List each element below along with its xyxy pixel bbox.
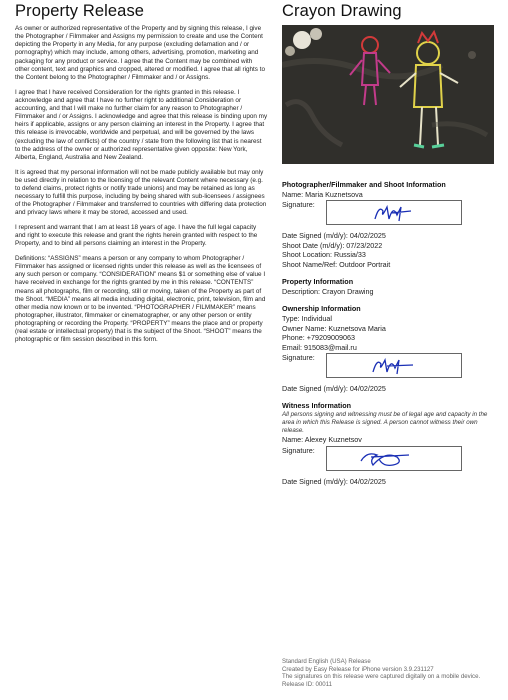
ownership-type: Type: Individual — [282, 314, 332, 324]
footer-line-release-id: Release ID: 00011 — [282, 680, 333, 688]
release-terms-column — [15, 2, 268, 351]
signature-label: Signature: — [282, 200, 315, 210]
release-paragraph-consideration: I agree that I have received Consideration for the rights granted in this release. I acknowledge and agree that I have no further right to additional Consideration or accounting, and that I will make no further claim for any reason to Photographer / Filmmaker and / or Assigns. I acknowledge and agree that this release is binding upon my heirs if applicable, assigns or any person claiming an interest in the Property. I agree that this release is irrevocable, worldwide and perpetual, and will be governed by the laws (excluding the law of conflicts) of the country / state from the following list that is nearest to the address of the owner or authorized representative given opposite: New York, Alberta, England, Australia and New Zealand. — [15, 88, 268, 161]
witness-note: All persons signing and witnessing must be of legal age and capacity in the area in which this Release is signed. A person cannot witness their own release. — [282, 411, 488, 435]
property-description: Description: Crayon Drawing — [282, 287, 374, 297]
shoot-date: Shoot Date (m/d/y): 07/23/2022 — [282, 240, 383, 250]
photographer-date-signed: Date Signed (m/d/y): 04/02/2025 — [282, 231, 386, 241]
release-details-column — [282, 2, 494, 486]
owner-date-signed: Date Signed (m/d/y): 04/02/2025 — [282, 384, 386, 394]
owner-name: Owner Name: Kuznetsova Maria — [282, 323, 386, 333]
owner-signature-row — [282, 353, 494, 378]
release-paragraph-privacy: It is agreed that my personal information will not be made publicly available but may only be used directly in relation to the licensing of the relevant Content where necessary (e.g. to defend claims, protect rights or notify trade unions) and may be retained as long as necessary to fulfill this purpose, including by being shared with sub-licensees / assignees of the Photographer / Filmmaker and transferred to countries with differing data protection and privacy laws where it may be stored, accessed and used. — [15, 168, 267, 217]
footer-line-created-by: Created by Easy Release for iPhone version 3.9.231127 — [282, 665, 434, 673]
page-title: Property Release — [15, 2, 145, 20]
release-paragraph-permission: As owner or authorized representative of the Property and by signing this release, I give the Photographer / Filmmaker and Assigns my permission to create and use the Content depicting the Property in any Media, for any purpose (excluding defamation and / or pornography) which may include, among others, advertising, promotion, marketing and packaging for any product or service. I agree that the Content may be combined with other content, text and graphics and cropped, altered or modified. I agree that all rights to the Content belong to the Photographer / Filmmaker and / or Assigns. — [15, 25, 266, 81]
shoot-name: Shoot Name/Ref: Outdoor Portrait — [282, 259, 391, 269]
signature-label: Signature: — [282, 445, 315, 455]
release-paragraph-warranty: I represent and warrant that I am at least 18 years of age. I have the full legal capacity and right to execute this release and grant the rights herein granted with respect to the Property, and to bind all persons claiming an interest in the Property. — [15, 223, 258, 248]
witness-section-heading: Witness Information — [282, 401, 352, 411]
property-title: Crayon Drawing — [282, 2, 402, 20]
owner-email: Email: 915083@mail.ru — [282, 342, 357, 352]
release-footer — [282, 658, 494, 688]
release-paragraph-definitions: Definitions: “ASSIGNS” means a person or any company to whom Photographer / Filmmaker has assigned or licensed rights under this release as well as the licensees of any such person or company. “CONSIDERATION” means $1 or something else of value I have received in exchange for the rights granted by me in this release. “CONTENTS” means all photographs, film or recording, still or moving, taken of the Property as part of the Shoot. “MEDIA” means all media including digital, electronic, print, television, film and other media now known or to be invented. “PHOTOGRAPHER / FILMMAKER” means photographer, illustrator, filmmaker or cinematographer, or any other person or entity photographing or recording the Property. “PROPERTY” means the place and or property (real estate or intellectual property) that is the subject of the Shoot. “SHOOT” means the photographic or film session described in this form. — [15, 254, 266, 344]
ownership-section-heading: Ownership Information — [282, 304, 361, 314]
witness-name: Name: Alexey Kuznetsov — [282, 435, 362, 445]
footer-line-signatures: The signatures on this release were captured digitally on a mobile device. — [282, 673, 481, 681]
footer-line-standard: Standard English (USA) Release — [282, 658, 371, 665]
witness-date-signed: Date Signed (m/d/y): 04/02/2025 — [282, 476, 386, 486]
witness-signature — [327, 447, 461, 470]
shoot-location: Shoot Location: Russia/33 — [282, 250, 366, 260]
photographer-name: Name: Maria Kuznetsova — [282, 190, 363, 199]
owner-signature — [327, 354, 461, 377]
property-section-heading: Property Information — [282, 277, 354, 287]
property-photo — [282, 25, 494, 164]
owner-signature-box — [326, 353, 462, 378]
owner-phone: Phone: +79209009063 — [282, 333, 355, 343]
signature-label: Signature: — [282, 353, 315, 363]
photographer-signature — [327, 201, 461, 224]
photographer-signature-box — [326, 200, 462, 225]
witness-signature-box — [326, 446, 462, 471]
photographer-section-heading: Photographer/Filmmaker and Shoot Information — [282, 180, 446, 189]
photographer-signature-row — [282, 200, 494, 225]
witness-signature-row — [282, 446, 494, 471]
